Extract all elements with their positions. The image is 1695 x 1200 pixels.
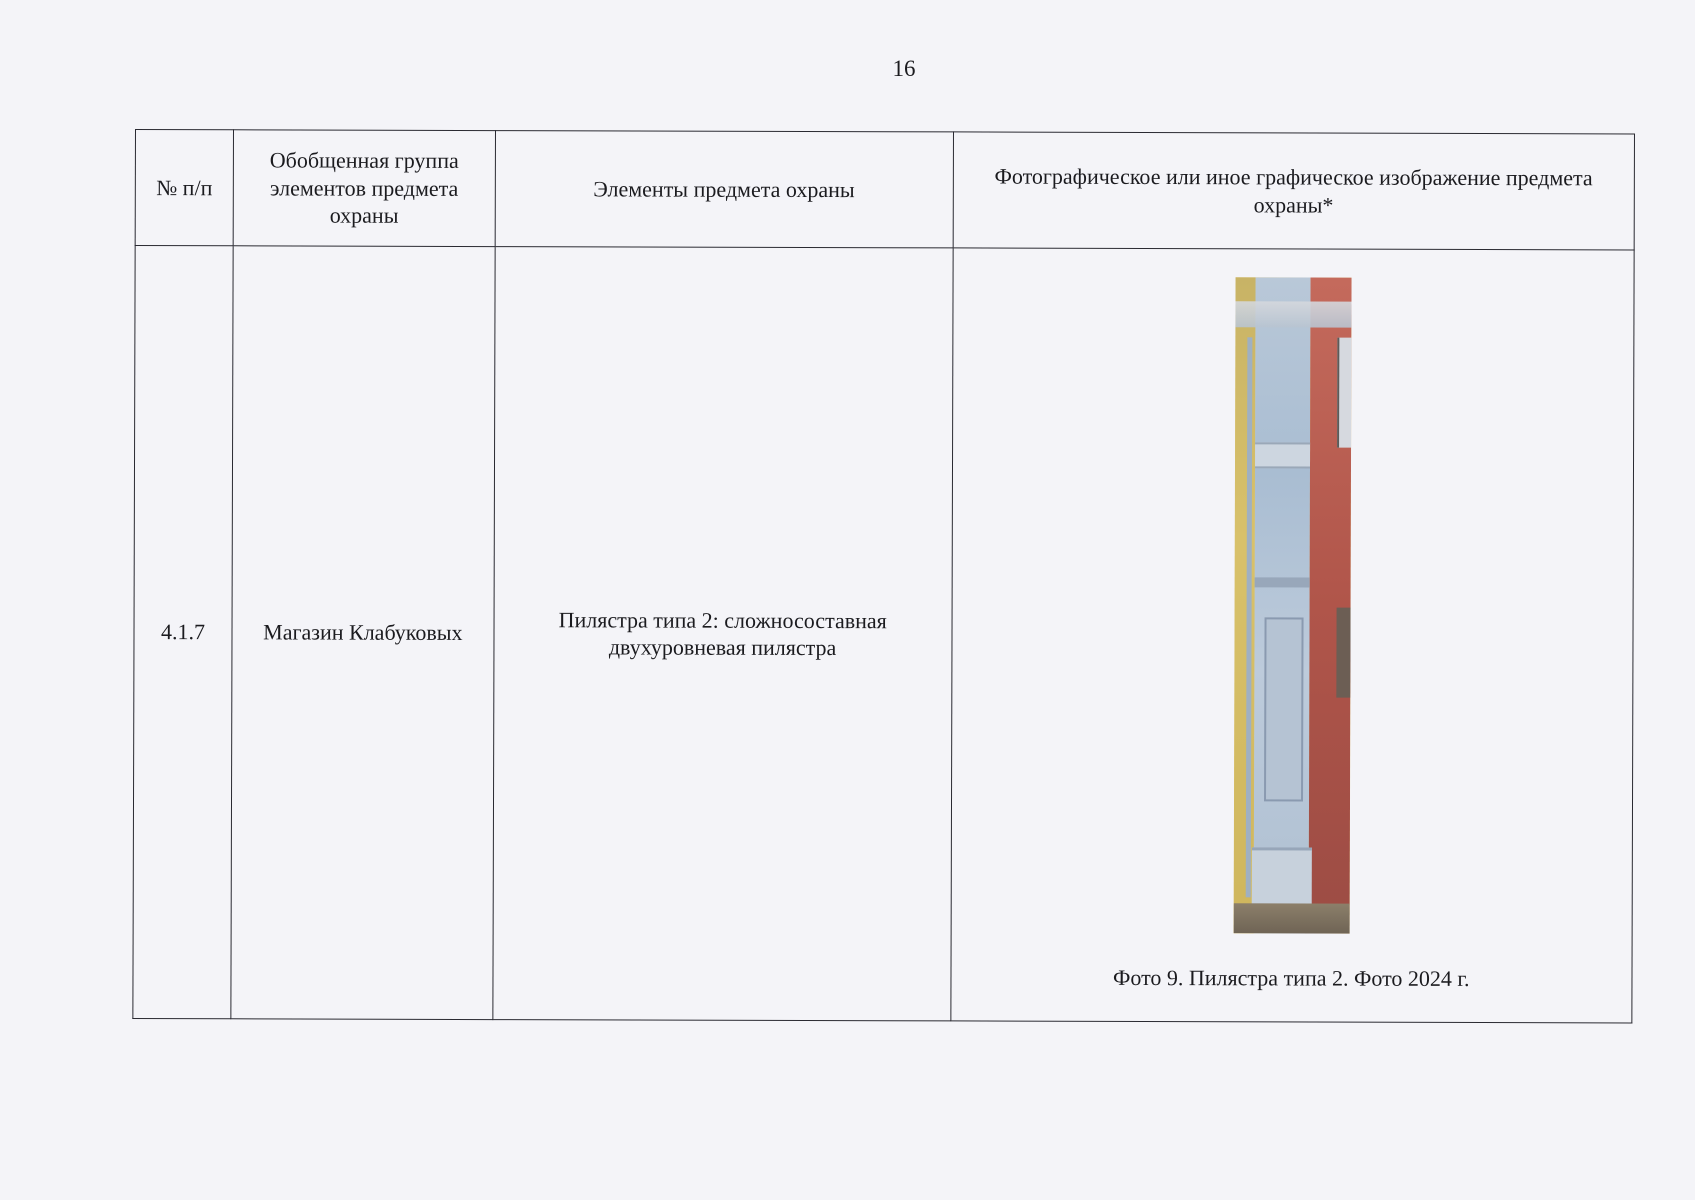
row-group: Магазин Клабуковых — [231, 246, 495, 1020]
protection-table — [132, 129, 1635, 1023]
header-image: Фотографическое или иное графическое изображение предмета охраны* — [953, 132, 1635, 250]
table-row — [133, 246, 1634, 1023]
table-header-row — [135, 130, 1634, 250]
page-number: 16 — [892, 56, 916, 81]
row-element: Пилястра типа 2: сложносоставная двухуровневая пилястра — [493, 247, 953, 1021]
row-number: 4.1.7 — [133, 246, 233, 1019]
row-photo-cell — [950, 248, 1634, 1023]
photo-caption: Фото 9. Пилястра типа 2. Фото 2024 г. — [1112, 964, 1470, 991]
pilaster-photo — [1233, 277, 1351, 933]
header-number: № п/п — [135, 130, 233, 246]
header-elements: Элементы предмета охраны — [495, 131, 953, 248]
header-group: Обобщенная группа элементов предмета охраны — [233, 130, 495, 247]
